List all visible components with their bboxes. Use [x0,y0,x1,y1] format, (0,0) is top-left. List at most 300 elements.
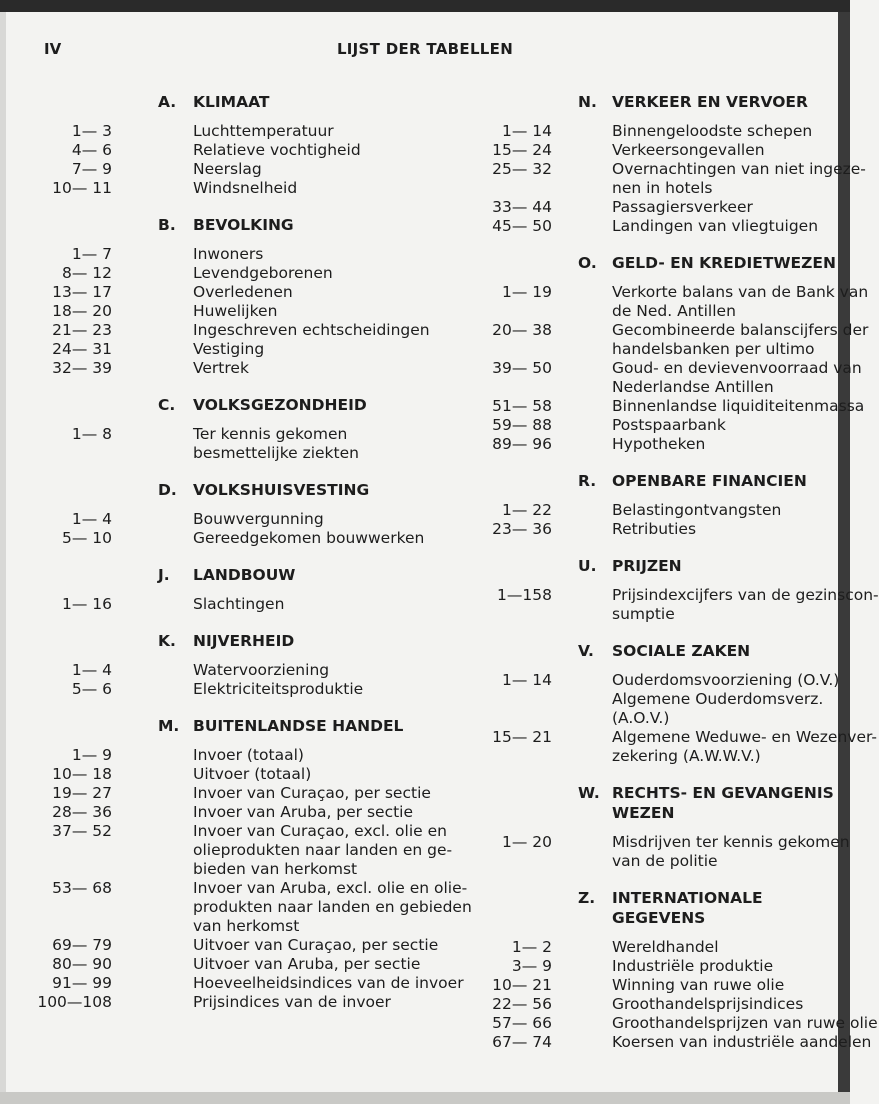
spacer [112,160,193,179]
table-description: Retributies [612,520,697,538]
table-entry [470,957,842,976]
table-range: 25— 32 [492,160,552,178]
table-entry [30,529,470,548]
table-description: (A.O.V.) [612,709,670,727]
table-range: 37— 52 [52,822,112,840]
table-entry [470,671,842,690]
table-range: 15— 21 [492,728,552,746]
section-name [193,631,294,651]
table-entry-continuation [470,747,842,766]
table-entry-continuation [30,444,470,463]
table-range: 100—108 [37,993,112,1011]
spacer [112,898,193,917]
spacer [552,359,612,378]
section-letter-text: O. [578,254,597,272]
table-entry [30,510,470,529]
section-name-line: BUITENLANDSE HANDEL [193,717,404,735]
table-entry [470,976,842,995]
spacer [552,122,612,141]
table-description: Huwelijken [193,302,278,320]
table-description: Hypotheken [612,435,706,453]
table-range [30,860,112,879]
section-name [193,215,294,235]
table-entry [470,520,842,539]
table-range: 23— 36 [492,520,552,538]
table-range [470,340,552,359]
spacer [112,784,193,803]
spacer [552,1033,612,1052]
table-range: 8— 12 [61,264,112,282]
table-description: handelsbanken per ultimo [612,340,815,358]
table-description: Invoer van Curaçao, excl. olie en [193,822,447,840]
spacer [112,264,193,283]
section-heading [30,565,470,585]
table-range: 1— 4 [71,661,112,679]
table-range: 1— 20 [501,833,552,851]
table-entry [470,435,842,454]
section-name [612,641,750,661]
spacer [112,359,193,378]
table-range [470,690,552,709]
table-description: Hoeveelheidsindices van de invoer [193,974,464,992]
table-range: 39— 50 [492,359,552,377]
table-entry [30,680,470,699]
table-entry [30,245,470,264]
table-description: Vertrek [193,359,249,377]
table-range: 28— 36 [52,803,112,821]
spacer [552,1014,612,1033]
spacer [112,444,193,463]
table-entry-continuation [470,605,842,624]
table-description: Belastingontvangsten [612,501,782,519]
table-entry [30,765,470,784]
table-range: 1— 4 [71,510,112,528]
table-range: 45— 50 [492,217,552,235]
table-description: Passagiersverkeer [612,198,753,216]
table-description: Landingen van vliegtuigen [612,217,819,235]
table-description: de Ned. Antillen [612,302,736,320]
table-range [470,747,552,766]
section-letter-text: W. [578,784,600,802]
table-description: Binnengeloodste schepen [612,122,813,140]
table-description: Invoer van Aruba, per sectie [193,803,414,821]
table-description: Elektriciteitsproduktie [193,680,364,698]
table-range: 1— 19 [501,283,552,301]
spacer [112,841,193,860]
table-description: Uitvoer van Curaçao, per sectie [193,936,439,954]
section-letter-text: R. [578,472,597,490]
table-entry [470,728,877,747]
table-description: Uitvoer van Aruba, per sectie [193,955,421,973]
section-name [193,92,269,112]
spacer [112,860,193,879]
table-description: besmettelijke ziekten [193,444,359,462]
spacer [552,957,612,976]
spacer [112,595,193,614]
table-entry [470,359,862,378]
section-name [612,92,808,112]
table-entry [470,397,865,416]
section-heading [470,888,842,928]
table-description: sumptie [612,605,675,623]
table-description: Vestiging [193,340,265,358]
table-description: Verkorte balans van de Bank van [612,283,869,301]
section-name [193,716,403,736]
section-letter-text: Z. [578,889,596,907]
table-entry-continuation [470,340,842,359]
table-description: Bouwvergunning [193,510,324,528]
table-description: Invoer van Curaçao, per sectie [193,784,431,802]
spacer [552,995,612,1014]
table-range: 1— 14 [501,671,552,689]
table-list-left-column [30,92,470,1012]
section-heading [30,215,470,235]
table-range: 20— 38 [492,321,552,339]
table-entry [470,1014,878,1033]
section-letter-text: V. [578,642,594,660]
spacer [112,510,193,529]
table-description: Relatieve vochtigheid [193,141,361,159]
table-entry [30,822,470,841]
section-letter-text: C. [158,396,176,414]
table-entry [470,938,842,957]
section-name-line: RECHTS- EN GEVANGENIS [612,784,834,802]
table-range: 7— 9 [71,160,112,178]
spacer [112,879,193,898]
spacer [112,661,193,680]
spacer [552,283,612,302]
table-entry [30,359,470,378]
table-description: Algemene Ouderdomsverz. [612,690,824,708]
table-entry-continuation [30,917,470,936]
table-range: 89— 96 [492,435,552,453]
table-description: Ouderdomsvoorziening (O.V.) [612,671,840,689]
spacer [112,340,193,359]
table-range: 69— 79 [52,936,112,954]
spacer [552,141,612,160]
spacer [112,765,193,784]
table-description: Goud- en devievenvoorraad van [612,359,862,377]
table-description: Slachtingen [193,595,285,613]
table-range: 1— 14 [501,122,552,140]
section-name [193,395,367,415]
section-heading [470,641,842,661]
section-name [612,556,682,576]
table-description: Misdrijven ter kennis gekomen [612,833,850,851]
table-description: van herkomst [193,917,300,935]
section-heading [470,471,842,491]
spacer [552,833,612,852]
spacer [112,529,193,548]
table-entry-continuation [30,860,470,879]
section-heading [470,253,842,273]
table-range: 15— 24 [492,141,552,159]
table-entry [30,122,470,141]
table-description: Luchttemperatuur [193,122,334,140]
section-heading [470,783,842,823]
table-description: Levendgeborenen [193,264,333,282]
table-description: Gereedgekomen bouwwerken [193,529,425,547]
table-range: 51— 58 [492,397,552,415]
table-entry [470,1033,872,1052]
spacer [112,425,193,444]
section-name-line: KLIMAAT [193,93,270,111]
spacer [552,179,612,198]
spacer [112,321,193,340]
table-description: Wereldhandel [612,938,719,956]
section-name-line: GELD- EN KREDIETWEZEN [612,254,836,272]
section-name-line: NIJVERHEID [193,632,295,650]
table-entry [470,501,842,520]
table-description: Ter kennis gekomen [193,425,348,443]
table-entry [30,321,470,340]
spacer [112,179,193,198]
section-letter-text: U. [578,557,597,575]
spacer [552,747,612,766]
spacer [112,936,193,955]
section-name [612,783,834,823]
table-entry [30,160,470,179]
table-range: 1— 9 [71,746,112,764]
table-entry [470,321,869,340]
spacer [552,435,612,454]
table-range [470,179,552,198]
spacer [112,141,193,160]
spacer [112,283,193,302]
table-description: nen in hotels [612,179,713,197]
table-range: 1— 16 [61,595,112,613]
spacer [112,746,193,765]
spacer [552,340,612,359]
table-range: 13— 17 [52,283,112,301]
table-description: Windsnelheid [193,179,298,197]
table-range: 1— 22 [501,501,552,519]
table-entry [470,122,842,141]
table-description: Inwoners [193,245,264,263]
table-range: 10— 21 [492,976,552,994]
table-entry [30,340,470,359]
section-heading [470,556,842,576]
table-entry-continuation [470,179,842,198]
table-entry [470,586,879,605]
spacer [112,993,193,1012]
table-range: 3— 9 [511,957,552,975]
table-entry [30,425,470,444]
table-entry [30,936,470,955]
table-range: 1— 8 [71,425,112,443]
spacer [112,245,193,264]
table-description: olieprodukten naar landen en ge- [193,841,453,859]
section-name-line: VOLKSGEZONDHEID [193,396,367,414]
table-description: Gecombineerde balanscijfers der [612,321,869,339]
table-description: Verkeersongevallen [612,141,765,159]
table-description: van de politie [612,852,718,870]
table-entry [30,141,470,160]
table-range [470,852,552,871]
spacer [552,378,612,397]
spacer [552,198,612,217]
section-name-line: PRIJZEN [612,557,682,575]
table-entry [30,264,470,283]
spacer [552,728,612,747]
section-letter-text: A. [158,93,177,111]
section-name-line: VOLKSHUISVESTING [193,481,370,499]
section-name [612,471,807,491]
section-heading [30,716,470,736]
table-description: Invoer van Aruba, excl. olie en olie- [193,879,468,897]
table-range [470,378,552,397]
table-range: 1— 3 [71,122,112,140]
table-range [30,898,112,917]
scan-left-edge [0,12,6,1104]
table-entry-continuation [470,690,842,709]
table-description: Groothandelsprijzen van ruwe olie [612,1014,878,1032]
table-entry-continuation [470,709,842,728]
section-name-line: SOCIALE ZAKEN [612,642,751,660]
table-range: 10— 11 [52,179,112,197]
table-description: Overnachtingen van niet ingeze- [612,160,866,178]
table-range: 67— 74 [492,1033,552,1051]
spacer [112,302,193,321]
spacer [552,671,612,690]
table-range: 1— 7 [71,245,112,263]
spacer [552,852,612,871]
table-range: 22— 56 [492,995,552,1013]
section-letter-text: B. [158,216,176,234]
spacer [552,302,612,321]
table-entry [30,974,470,993]
spacer [552,938,612,957]
section-name-line: LANDBOUW [193,566,296,584]
table-range: 5— 6 [71,680,112,698]
table-description: Groothandelsprijsindices [612,995,804,1013]
spacer [112,917,193,936]
table-description: Ingeschreven echtscheidingen [193,321,430,339]
table-entry [30,283,470,302]
spacer [112,122,193,141]
spacer [112,974,193,993]
table-entry [470,283,869,302]
table-entry [470,995,842,1014]
table-entry [30,595,470,614]
table-description: Prijsindexcijfers van de gezinscon- [612,586,879,604]
spacer [112,680,193,699]
table-range: 18— 20 [52,302,112,320]
spacer [552,709,612,728]
section-name [612,253,836,273]
table-entry [470,833,850,852]
table-range: 4— 6 [71,141,112,159]
section-heading [470,92,842,112]
table-description: Neerslag [193,160,262,178]
table-description: Invoer (totaal) [193,746,304,764]
table-description: Nederlandse Antillen [612,378,774,396]
scan-top-edge [0,0,850,12]
table-entry [30,784,470,803]
section-name [193,480,369,500]
section-letter-text: J. [158,566,170,584]
spacer [552,160,612,179]
spacer [552,976,612,995]
table-description: Postspaarbank [612,416,726,434]
spacer [552,321,612,340]
table-description: Industriële produktie [612,957,774,975]
table-range [470,605,552,624]
section-heading [30,480,470,500]
table-range: 32— 39 [52,359,112,377]
page-number: IV [44,40,62,58]
table-range: 59— 88 [492,416,552,434]
section-heading [30,92,470,112]
table-entry [470,217,842,236]
table-description: Algemene Weduwe- en Wezenver- [612,728,877,746]
section-heading [30,395,470,415]
section-heading [30,631,470,651]
table-entry [30,879,470,898]
section-letter-text: N. [578,93,597,111]
table-description: Binnenlandse liquiditeitenmassa [612,397,865,415]
table-range [30,841,112,860]
table-entry [30,302,470,321]
section-letter-text: M. [158,717,180,735]
table-list-right-column [470,92,879,1052]
spacer [552,416,612,435]
section-name-line: BEVOLKING [193,216,294,234]
section-name [612,888,842,928]
table-range: 24— 31 [52,340,112,358]
table-entry [470,416,842,435]
spacer [552,586,612,605]
scan-bottom-edge [0,1092,850,1104]
spacer [552,397,612,416]
spacer [552,690,612,709]
table-entry-continuation [470,378,842,397]
table-entry [30,955,470,974]
section-name-line: WEZEN [612,804,675,822]
table-entry [470,198,842,217]
page-title: LIJST DER TABELLEN [336,40,514,58]
section-name [193,565,295,585]
table-entry-continuation [470,302,842,321]
spacer [552,501,612,520]
table-range: 57— 66 [492,1014,552,1032]
section-name-line: OPENBARE FINANCIEN [612,472,807,490]
table-description: Prijsindices van de invoer [193,993,391,1011]
table-description: Uitvoer (totaal) [193,765,312,783]
section-letter-text: K. [158,632,176,650]
spacer [112,822,193,841]
table-range: 33— 44 [492,198,552,216]
table-range: 21— 23 [52,321,112,339]
table-entry-continuation [30,841,470,860]
table-description: zekering (A.W.W.V.) [612,747,761,765]
spacer [112,955,193,974]
table-description: Koersen van industriële aandelen [612,1033,872,1051]
table-entry [30,803,470,822]
table-entry [30,746,470,765]
table-entry [30,993,470,1012]
table-range: 10— 18 [52,765,112,783]
table-range [30,444,112,463]
table-entry-continuation [470,852,842,871]
table-entry [470,141,842,160]
table-range: 5— 10 [61,529,112,547]
table-description: Overledenen [193,283,293,301]
table-description: Winning van ruwe olie [612,976,785,994]
section-letter-text: D. [158,481,177,499]
table-range: 53— 68 [52,879,112,897]
table-entry [30,661,470,680]
